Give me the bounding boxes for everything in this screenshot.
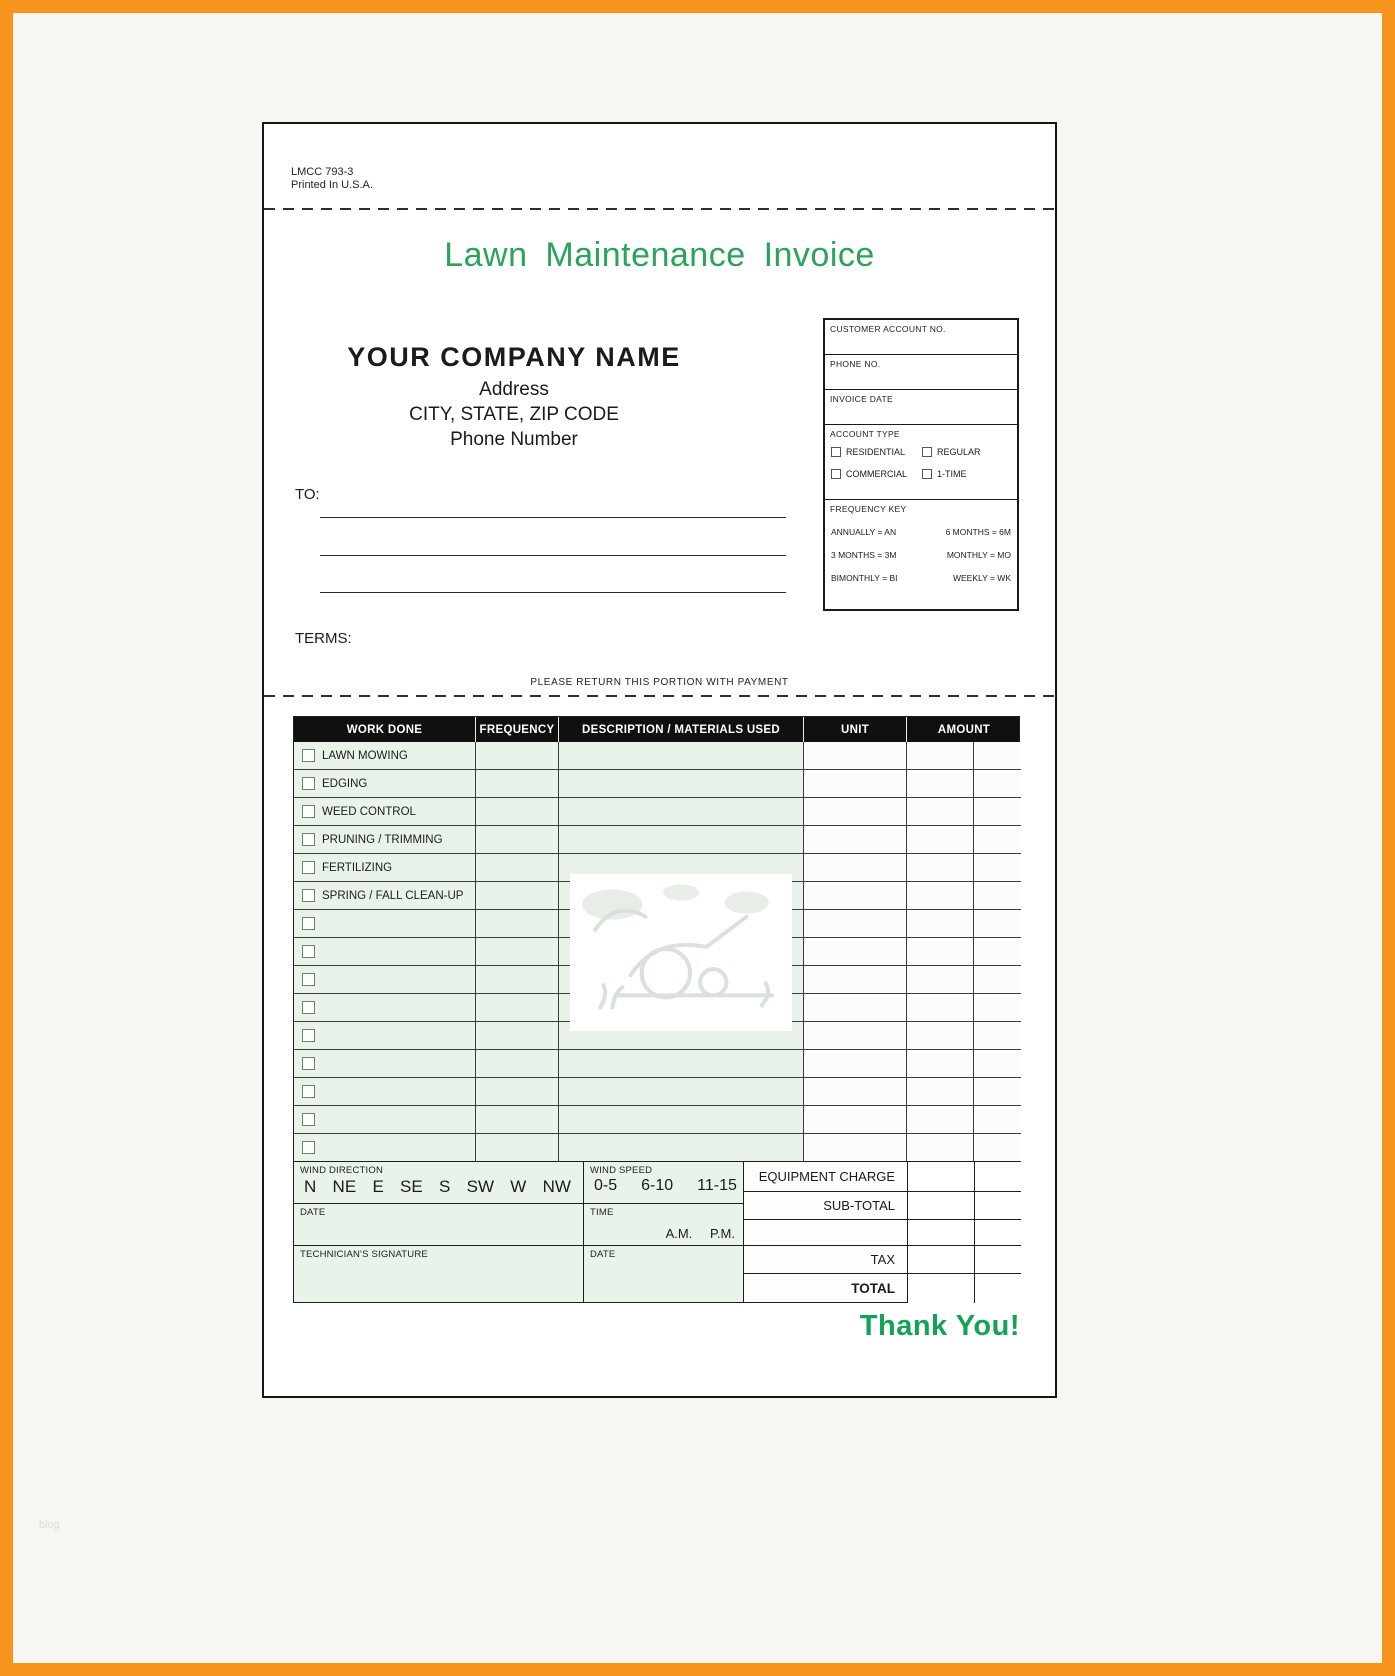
frequency-cell[interactable] [476, 826, 559, 854]
frequency-key-entry: BIMONTHLY = BI [831, 573, 898, 583]
footer-left-block [294, 1162, 584, 1302]
equipment-charge-cents-cell[interactable] [974, 1162, 1021, 1192]
work-item-checkbox[interactable] [302, 945, 315, 958]
amount-cents-cell[interactable] [974, 798, 1021, 826]
work-item-checkbox[interactable] [302, 1001, 315, 1014]
company-city-state-zip: CITY, STATE, ZIP CODE [409, 404, 619, 425]
frequency-key-entry: WEEKLY = WK [952, 573, 1011, 583]
amount-cents-cell[interactable] [974, 938, 1021, 966]
blank-cents-cell[interactable] [974, 1220, 1021, 1246]
am-pm-options [652, 1226, 735, 1241]
amount-cents-cell[interactable] [974, 1106, 1021, 1134]
amount-dollars-cell[interactable] [907, 742, 974, 770]
table-row [294, 770, 1019, 798]
unit-cell[interactable] [804, 910, 907, 938]
form-number: LMCC 793-3 [291, 166, 354, 178]
amount-dollars-cell[interactable] [907, 1022, 974, 1050]
amount-cents-cell[interactable] [974, 742, 1021, 770]
amount-dollars-cell[interactable] [907, 770, 974, 798]
amount-cents-cell[interactable] [974, 1078, 1021, 1106]
frequency-key-row [825, 527, 1017, 537]
time-label: TIME [590, 1207, 614, 1218]
work-done-cell [294, 910, 476, 938]
work-item-label: EDGING [322, 777, 368, 790]
wind-speed-options [584, 1176, 743, 1195]
account-type-options [831, 447, 1013, 479]
amount-cents-cell[interactable] [974, 826, 1021, 854]
frequency-cell[interactable] [476, 994, 559, 1022]
frequency-cell[interactable] [476, 910, 559, 938]
tear-line-top [264, 208, 1055, 210]
equipment-charge-dollars-cell[interactable] [907, 1162, 974, 1192]
description-cell[interactable] [559, 826, 804, 854]
work-item-checkbox[interactable] [302, 1085, 315, 1098]
total-label: TOTAL [851, 1281, 895, 1296]
unit-cell[interactable] [804, 854, 907, 882]
work-item-checkbox[interactable] [302, 749, 315, 762]
account-type-label: ACCOUNT TYPE [830, 429, 900, 439]
unit-cell[interactable] [804, 938, 907, 966]
work-done-cell [294, 1022, 476, 1050]
frequency-key-label: FREQUENCY KEY [830, 504, 907, 514]
work-done-cell [294, 966, 476, 994]
residential-label: RESIDENTIAL [846, 447, 906, 457]
pm-option[interactable]: P.M. [709, 1226, 735, 1241]
frequency-key-row [825, 550, 1017, 560]
table-row-empty [294, 1078, 1019, 1106]
frequency-cell[interactable] [476, 742, 559, 770]
to-label: TO: [295, 486, 320, 503]
amount-dollars-cell[interactable] [907, 854, 974, 882]
one-time-checkbox[interactable] [922, 469, 932, 479]
terms-label: TERMS: [295, 630, 352, 647]
date-label-2: DATE [590, 1249, 616, 1260]
description-cell[interactable] [559, 1106, 804, 1134]
frequency-cell[interactable] [476, 938, 559, 966]
header-frequency: FREQUENCY [476, 717, 559, 742]
work-table [293, 716, 1020, 1163]
subtotal-row [744, 1192, 1021, 1220]
wind-direction-cell [294, 1162, 583, 1204]
invoice-date-label: INVOICE DATE [830, 394, 893, 404]
unit-cell[interactable] [804, 1050, 907, 1078]
wind-direction-option[interactable]: NW [542, 1177, 571, 1196]
description-cell[interactable] [559, 1134, 804, 1162]
frequency-key-entry: ANNUALLY = AN [831, 527, 897, 537]
thank-you-message: Thank You! [859, 1310, 1020, 1342]
wind-direction-option[interactable]: N [304, 1177, 317, 1196]
unit-cell[interactable] [804, 994, 907, 1022]
unit-cell[interactable] [804, 798, 907, 826]
tax-label: TAX [744, 1246, 907, 1274]
date-cell[interactable] [294, 1204, 583, 1246]
regular-label: REGULAR [937, 447, 981, 457]
work-done-cell [294, 742, 476, 770]
frequency-cell[interactable] [476, 854, 559, 882]
company-phone: Phone Number [450, 429, 578, 450]
work-item-label: WEED CONTROL [322, 805, 416, 818]
amount-dollars-cell[interactable] [907, 966, 974, 994]
work-item-label: PRUNING / TRIMMING [322, 833, 443, 846]
work-item-checkbox[interactable] [302, 1141, 315, 1154]
frequency-cell[interactable] [476, 1134, 559, 1162]
frequency-key-section [825, 500, 1017, 609]
unit-cell[interactable] [804, 1106, 907, 1134]
work-done-cell [294, 1106, 476, 1134]
unit-cell[interactable] [804, 826, 907, 854]
customer-account-label: CUSTOMER ACCOUNT NO. [830, 324, 946, 334]
tax-row [744, 1246, 1021, 1274]
amount-cents-cell[interactable] [974, 770, 1021, 798]
frequency-cell[interactable] [476, 1078, 559, 1106]
frequency-cell[interactable] [476, 1050, 559, 1078]
frequency-cell[interactable] [476, 798, 559, 826]
total-row [744, 1274, 1021, 1303]
frequency-cell[interactable] [476, 1106, 559, 1134]
amount-cents-cell[interactable] [974, 882, 1021, 910]
work-item-checkbox[interactable] [302, 777, 315, 790]
work-item-label: SPRING / FALL CLEAN-UP [322, 889, 464, 902]
total-dollars-cell[interactable] [907, 1274, 974, 1303]
frequency-cell[interactable] [476, 882, 559, 910]
table-row [294, 826, 1019, 854]
amount-dollars-cell[interactable] [907, 798, 974, 826]
work-done-cell [294, 938, 476, 966]
total-cents-cell[interactable] [974, 1274, 1021, 1303]
date-cell-2[interactable] [584, 1246, 743, 1302]
work-done-cell [294, 1134, 476, 1162]
account-info-box [823, 318, 1019, 611]
one-time-label: 1-TIME [937, 469, 967, 479]
subtotal-label: SUB-TOTAL [744, 1192, 907, 1220]
amount-cents-cell[interactable] [974, 994, 1021, 1022]
wind-direction-label: WIND DIRECTION [300, 1165, 384, 1176]
amount-dollars-cell[interactable] [907, 826, 974, 854]
frequency-cell[interactable] [476, 770, 559, 798]
work-item-checkbox[interactable] [302, 889, 315, 902]
account-type-section [825, 425, 1017, 500]
account-type-residential [831, 447, 922, 457]
wind-speed-option[interactable]: 6-10 [641, 1177, 674, 1194]
wind-speed-label: WIND SPEED [590, 1165, 653, 1176]
unit-cell[interactable] [804, 1078, 907, 1106]
amount-dollars-cell[interactable] [907, 994, 974, 1022]
tax-cents-cell[interactable] [974, 1246, 1021, 1274]
description-cell[interactable] [559, 742, 804, 770]
footer-middle-block [584, 1162, 744, 1302]
invoice-title: Lawn Maintenance Invoice [444, 236, 875, 274]
frequency-key-entry: MONTHLY = MO [946, 550, 1011, 560]
work-item-label: FERTILIZING [322, 861, 393, 874]
work-done-cell [294, 1078, 476, 1106]
equipment-charge-label: EQUIPMENT CHARGE [744, 1162, 907, 1192]
work-done-cell [294, 770, 476, 798]
commercial-label: COMMERCIAL [846, 469, 908, 479]
blog-watermark: blog [39, 1519, 60, 1531]
phone-no-label: PHONE NO. [830, 359, 881, 369]
wind-direction-option[interactable]: W [510, 1177, 527, 1196]
amount-cents-cell[interactable] [974, 966, 1021, 994]
description-cell[interactable] [559, 770, 804, 798]
form-number-block [291, 166, 373, 192]
regular-checkbox[interactable] [922, 447, 932, 457]
lawn-mower-watermark [570, 874, 792, 1031]
subtotal-dollars-cell[interactable] [907, 1192, 974, 1220]
frequency-cell[interactable] [476, 966, 559, 994]
table-row [294, 798, 1019, 826]
blank-dollars-cell[interactable] [907, 1220, 974, 1246]
work-item-label: LAWN MOWING [322, 749, 408, 762]
frequency-key-entry: 3 MONTHS = 3M [831, 550, 897, 560]
work-done-cell [294, 854, 476, 882]
description-cell[interactable] [559, 1050, 804, 1078]
commercial-checkbox[interactable] [831, 469, 841, 479]
customer-account-field[interactable] [825, 320, 1017, 355]
account-type-regular [922, 447, 1013, 457]
header-unit: UNIT [804, 717, 907, 742]
table-header-row [294, 717, 1019, 742]
phone-no-field[interactable] [825, 355, 1017, 390]
frequency-cell[interactable] [476, 1022, 559, 1050]
header-amount: AMOUNT [937, 723, 991, 736]
frequency-key-entry: 6 MONTHS = 6M [945, 527, 1011, 537]
unit-cell[interactable] [804, 1022, 907, 1050]
work-item-checkbox[interactable] [302, 973, 315, 986]
amount-dollars-cell[interactable] [907, 1106, 974, 1134]
wind-direction-option[interactable]: SW [466, 1177, 494, 1196]
account-type-commercial [831, 469, 922, 479]
company-block [294, 342, 734, 451]
technician-signature-label: TECHNICIAN'S SIGNATURE [300, 1249, 428, 1260]
equipment-charge-row [744, 1162, 1021, 1192]
totals-block [744, 1162, 1021, 1302]
wind-direction-option[interactable]: E [372, 1177, 384, 1196]
work-item-checkbox[interactable] [302, 833, 315, 846]
unit-cell[interactable] [804, 742, 907, 770]
wind-speed-cell [584, 1162, 743, 1204]
work-done-cell [294, 882, 476, 910]
work-item-checkbox[interactable] [302, 1057, 315, 1070]
wind-direction-options [294, 1176, 583, 1197]
blank-total-row [744, 1220, 1021, 1246]
table-row-empty [294, 1134, 1019, 1162]
page-background [13, 13, 1382, 1663]
wind-speed-option[interactable]: 11-15 [697, 1177, 737, 1194]
work-item-checkbox[interactable] [302, 1029, 315, 1042]
unit-cell[interactable] [804, 966, 907, 994]
amount-cents-cell[interactable] [974, 1022, 1021, 1050]
unit-cell[interactable] [804, 1134, 907, 1162]
work-done-cell [294, 1050, 476, 1078]
header-work-done: WORK DONE [294, 717, 476, 742]
account-type-one-time [922, 469, 1013, 479]
technician-signature-cell[interactable] [294, 1246, 583, 1302]
amount-dollars-cell[interactable] [907, 882, 974, 910]
work-done-cell [294, 798, 476, 826]
wind-speed-option[interactable]: 0-5 [594, 1177, 618, 1194]
amount-dollars-cell[interactable] [907, 910, 974, 938]
amount-dollars-cell[interactable] [907, 938, 974, 966]
description-cell[interactable] [559, 1078, 804, 1106]
residential-checkbox[interactable] [831, 447, 841, 457]
amount-cents-cell[interactable] [974, 1050, 1021, 1078]
date-label: DATE [300, 1207, 326, 1218]
unit-cell[interactable] [804, 770, 907, 798]
table-row [294, 742, 1019, 770]
amount-dollars-cell[interactable] [907, 1078, 974, 1106]
to-address-line-3[interactable] [320, 592, 786, 593]
footer-grid [293, 1161, 1020, 1303]
printed-in: Printed In U.S.A. [291, 179, 373, 191]
am-option[interactable]: A.M. [665, 1226, 693, 1241]
company-name: YOUR COMPANY NAME [347, 342, 681, 372]
tear-line-middle [264, 695, 1055, 697]
invoice-document [262, 122, 1057, 1398]
wind-direction-option[interactable]: S [439, 1177, 451, 1196]
frequency-key-row [825, 573, 1017, 583]
work-item-checkbox[interactable] [302, 805, 315, 818]
wind-direction-option[interactable]: SE [400, 1177, 423, 1196]
table-row-empty [294, 1106, 1019, 1134]
amount-cents-cell[interactable] [974, 854, 1021, 882]
time-cell[interactable] [584, 1204, 743, 1246]
company-address: Address [479, 379, 549, 400]
subtotal-cents-cell[interactable] [974, 1192, 1021, 1220]
work-done-cell [294, 826, 476, 854]
table-row-empty [294, 1050, 1019, 1078]
wind-direction-option[interactable]: NE [332, 1177, 357, 1196]
amount-dollars-cell[interactable] [907, 1050, 974, 1078]
header-description: DESCRIPTION / MATERIALS USED [559, 717, 804, 742]
work-item-checkbox[interactable] [302, 1113, 315, 1126]
amount-cents-cell[interactable] [974, 910, 1021, 938]
blank-total-label [744, 1220, 907, 1246]
work-item-checkbox[interactable] [302, 861, 315, 874]
return-notice: PLEASE RETURN THIS PORTION WITH PAYMENT [530, 677, 789, 688]
amount-cents-cell[interactable] [974, 1134, 1021, 1162]
unit-cell[interactable] [804, 882, 907, 910]
tax-dollars-cell[interactable] [907, 1246, 974, 1274]
work-done-cell [294, 994, 476, 1022]
description-cell[interactable] [559, 798, 804, 826]
to-address-line-2[interactable] [320, 555, 786, 556]
work-item-checkbox[interactable] [302, 917, 315, 930]
amount-dollars-cell[interactable] [907, 1134, 974, 1162]
invoice-date-field[interactable] [825, 390, 1017, 425]
to-address-line-1[interactable] [320, 517, 786, 518]
